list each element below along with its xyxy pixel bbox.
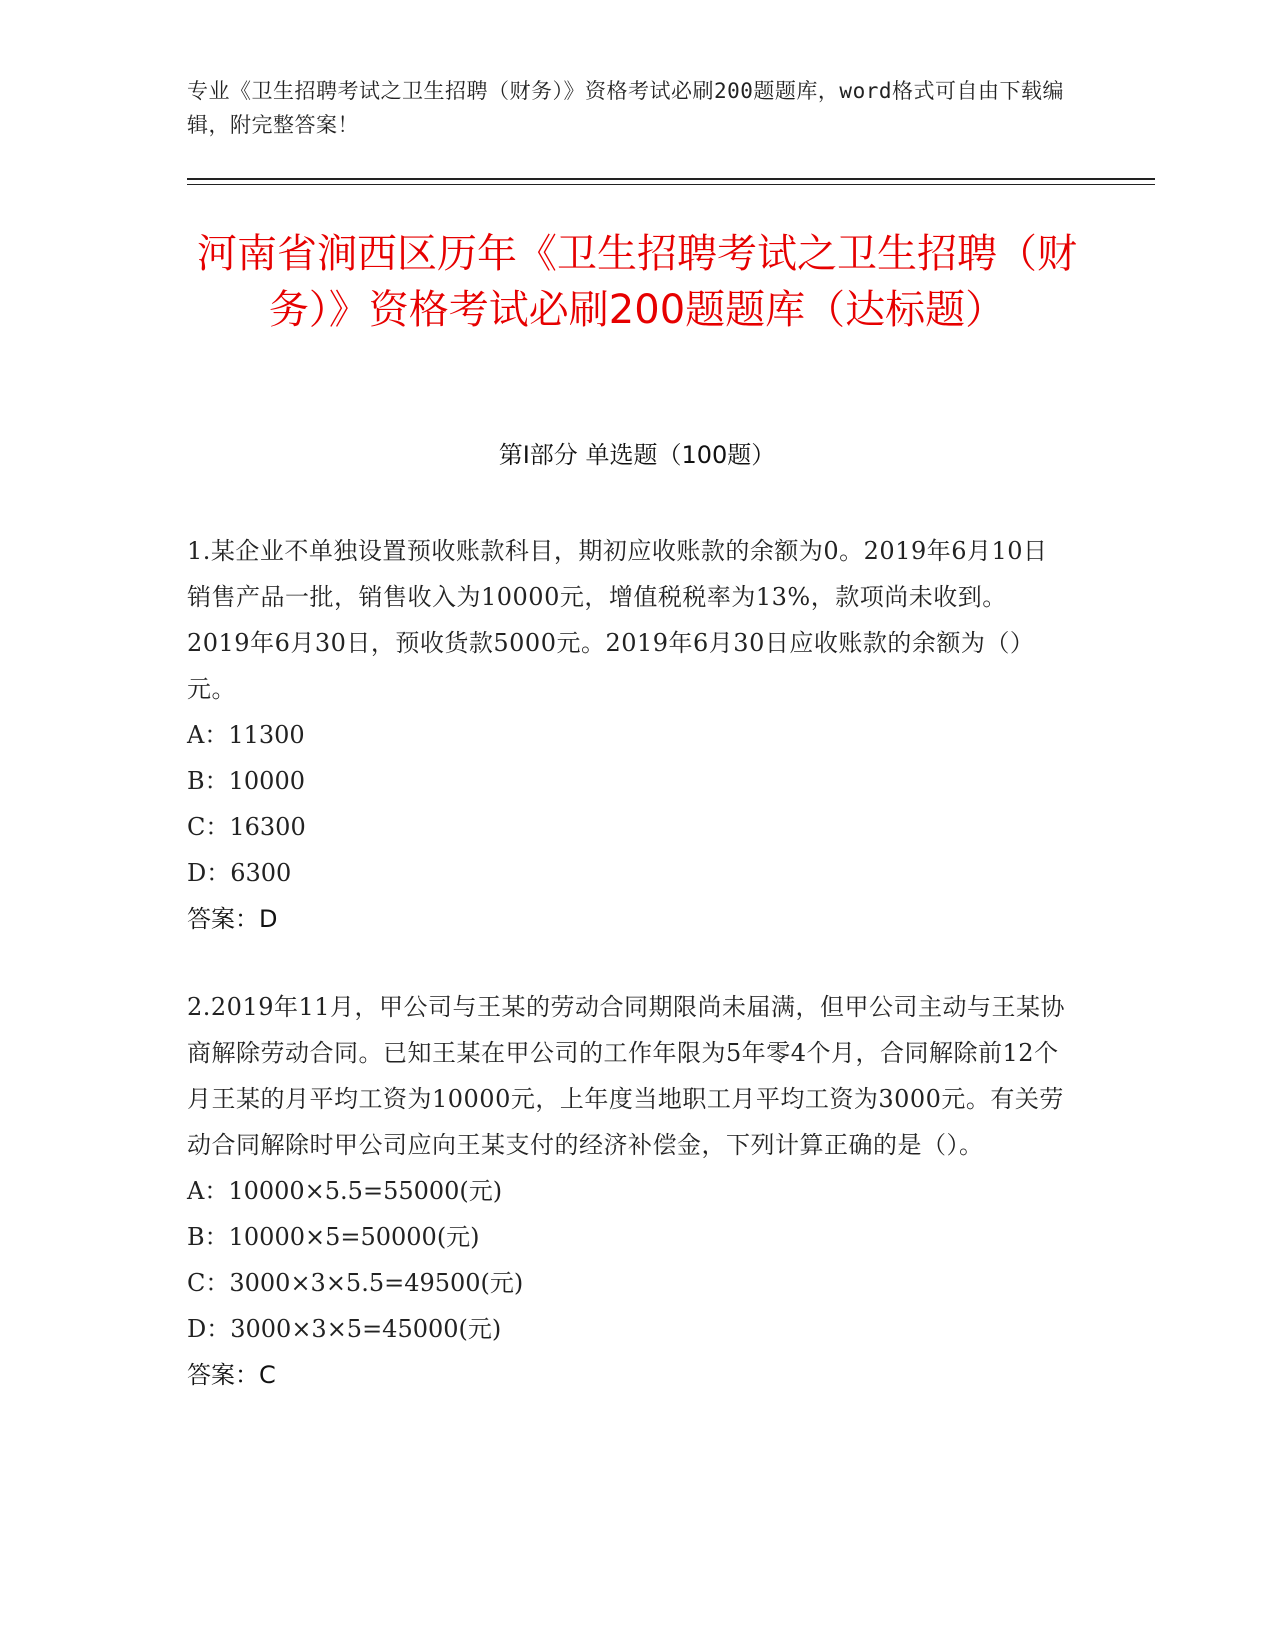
answer-label: 答案：C — [187, 1361, 276, 1389]
option-c: C：3000×3×5.5=49500(元) — [187, 1269, 524, 1297]
option-b: B：10000×5=50000(元) — [187, 1223, 480, 1251]
answer-label: 答案：D — [187, 905, 278, 933]
option-c: C：16300 — [187, 813, 306, 841]
option-b: B：10000 — [187, 767, 305, 795]
header-rule-thick — [187, 178, 1155, 180]
question-block — [187, 528, 1067, 942]
question-stem: 1.某企业不单独设置预收账款科目，期初应收账款的余额为0。2019年6月10日销售产品一批，销售收入为10000元，增值税税率为13%，款项尚未收到。2019年6月30日，预收货款5000元。2019年6月30日应收账款的余额为（）元。 — [187, 537, 1048, 703]
option-d: D：6300 — [187, 859, 292, 887]
option-d: D：3000×3×5=45000(元) — [187, 1315, 502, 1343]
document-title: 河南省涧西区历年《卫生招聘考试之卫生招聘（财务）》资格考试必刷200题题库（达标题） — [197, 231, 1077, 333]
option-a: A：10000×5.5=55000(元) — [187, 1177, 503, 1205]
option-a: A：11300 — [187, 721, 305, 749]
question-block — [187, 984, 1067, 1398]
header-rule-thin — [187, 184, 1155, 185]
question-stem: 2.2019年11月，甲公司与王某的劳动合同期限尚未届满，但甲公司主动与王某协商解除劳动合同。已知王某在甲公司的工作年限为5年零4个月，合同解除前12个月王某的月平均工资为10000元，上年度当地职工月平均工资为3000元。有关劳动合同解除时甲公司应向王某支付的经济补偿金，下列计算正确的是（）。 — [187, 993, 1066, 1159]
header-note: 专业《卫生招聘考试之卫生招聘（财务）》资格考试必刷200题题库，word格式可自由下载编辑，附完整答案！ — [187, 79, 1064, 137]
section-heading: 第I部分 单选题（100题） — [498, 441, 776, 469]
